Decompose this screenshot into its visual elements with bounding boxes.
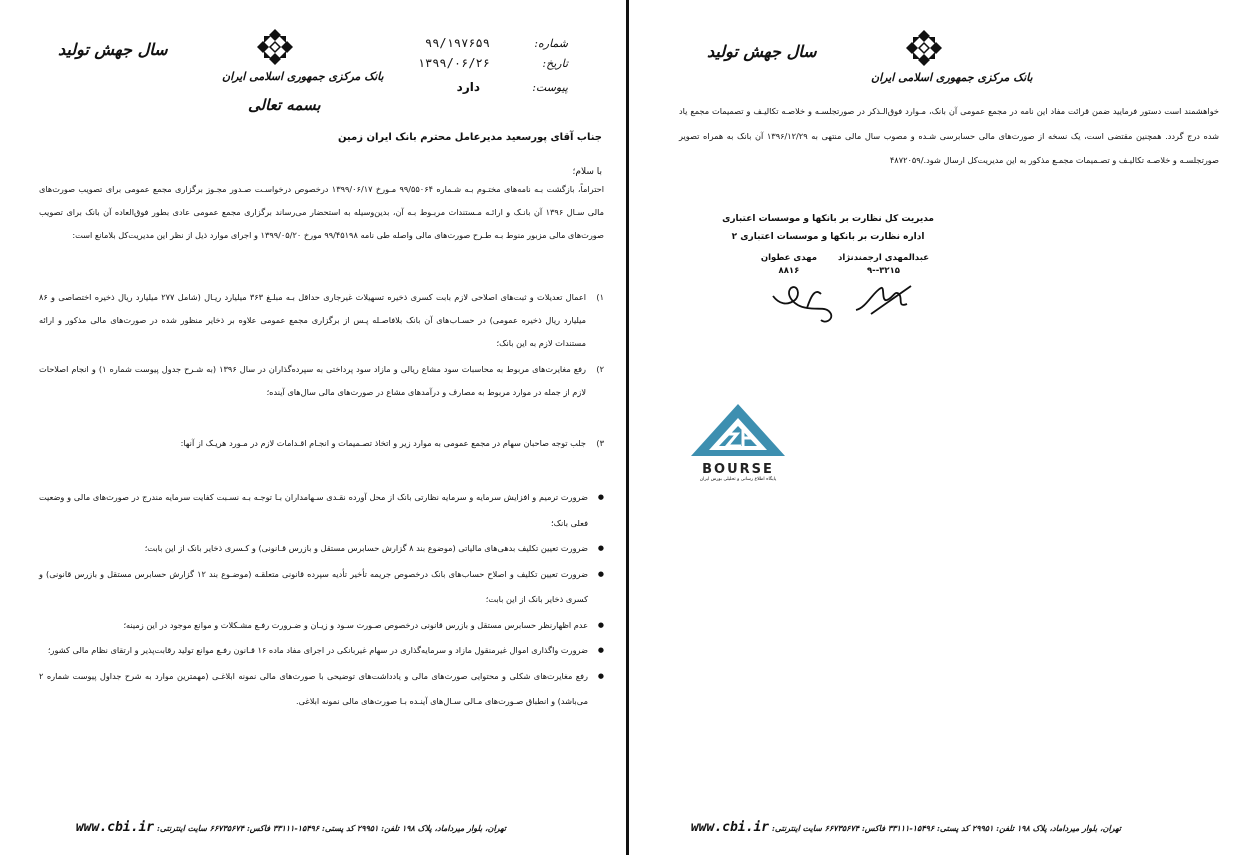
bullet-item: ● رفع مغایرت‌های شکلی و محتوایی صورت‌های مالی و یادداشت‌های توضیحی با صورت‌های مالی نمونه ابلاغـی (مهمترین موارد به شرح جداول پیوست شماره ۲ می‌باشد) و انطباق صـورت‌های مـالی سـال‌های آینـده بـا صورت‌های مالی نمونه ابلاغی.: [39, 664, 604, 715]
footer: [681, 820, 1121, 835]
bourse-tagline: پایگاه اطلاع رسانی و تحلیلی بورس ایران: [699, 477, 777, 482]
letter-page-2: [629, 0, 1249, 855]
bourse-emblem-icon: [685, 402, 791, 458]
signer-code: ۳۲۱۵--۹: [866, 266, 900, 276]
closing-paragraph: خواهشمند است دستور فرمایید ضمن قرائت مفاد این نامه در مجمع عمومی آن بانک، مـوارد فوق‌الـذکر در صورتجلسـه و خلاصـه تکالیـف و تصمیمات مجمع یاد شده درج گردد. همچنین مقتضی است، یک نسخه از صورت‌های مالی حسابرسی شـده و مصوب سال مالی منتهی به ۱۳۹۶/۱۲/۲۹ آن بانک به همراه تصویر صورتجلسـه و خلاصـه تکالیـف و تصـمیمات مجمـع مذکور به این مدیریت‌کل ارسال شود./۴۸۷۲۰۵۹: [679, 106, 1220, 165]
bullet-item: ● ضرورت تعیین تکلیف و اصلاح حساب‌های بانک درخصوص جریمه تأخیر تأدیه سپرده قانونی متعلقـه (موضـوع بند ۱۲ گزارش حسابرس مستقل و بازرس قانونی) و کسری ذخایر بانک از این بابت؛: [39, 562, 604, 613]
slogan: سال جهش تولید: [707, 42, 817, 61]
attachment-value: دارد: [456, 80, 480, 94]
bourse-wordmark: BOURSE: [702, 462, 774, 477]
signature-1-icon: [851, 280, 921, 320]
item-number: ۳): [596, 438, 604, 448]
list-item: [39, 358, 604, 404]
office-title: اداره نظارت بر بانکها و موسسات اعتباری ۲: [731, 232, 925, 242]
signer-code: ۸۸۱۶: [778, 266, 800, 276]
footer: [66, 820, 506, 835]
bullet-item: ● عدم اظهارنظر حسابرس مستقل و بازرس قانونی درخصوص صـورت سـود و زیـان و ضـرورت رفـع مشـکلات و موانع موجود در این زمینه؛: [39, 613, 604, 639]
meta-label: شماره:: [534, 37, 568, 50]
signer: [838, 252, 929, 278]
meta-label: تاریخ:: [542, 57, 568, 70]
slogan: سال جهش تولید: [58, 40, 168, 59]
signature-2-icon: [767, 276, 842, 328]
attachment-row: [457, 80, 568, 94]
footer-address: تهران، بلوار میرداماد، پلاک ۱۹۸ تلفن: ۲۹۹۵۱ کد پستی: ۱۵۴۹۶-۳۳۱۱۱ فاکس: ۶۶۷۳۵۶۷۴ سایت اینترنتی:: [771, 823, 1121, 833]
handwritten-heading: بسمه تعالی: [248, 96, 321, 114]
item-number: ۲): [596, 364, 604, 374]
list-item: [39, 432, 604, 455]
footer-website: www.cbi.ir: [75, 820, 155, 835]
letter-date-row: [418, 56, 568, 70]
bullet-item: ● ضرورت ترمیم و افزایش سرمایه و سرمایه نظارتی بانک از محل آورده نقـدی سـهامداران بـا توجـه بـه نسـبت کفایت سرمایه مندرج در صورت‌های مالی و وضعیت فعلی بانک؛: [39, 485, 604, 536]
item-text: رفع مغایرت‌های مربوط به محاسبات سود مشاع ریالی و مازاد سود پرداختی به سپرده‌گذاران در سال ۱۳۹۶ (به شـرح جدول پیوست شماره ۱) و انجام اصلاحات لازم از جمله در موارد مربوط به مصارف و درآمدهای مشاع در صورت‌های مالی سال‌های آینده؛: [39, 364, 587, 397]
bank-name: بانک مرکزی جمهوری اسلامی ایران: [222, 70, 384, 83]
department-title: مدیریت کل نظارت بر بانکها و موسسات اعتباری: [722, 214, 934, 224]
signer-name: عبدالمهدی ارجمندنژاد: [837, 253, 929, 263]
central-bank-logo-icon: [255, 27, 295, 67]
bullet-item: ● ضرورت تعیین تکلیف بدهی‌های مالیاتی (موضوع بند ۸ گزارش حسابرس مستقل و بازرس قـانونی) و کـسری ذخایر بانک از این بابت؛: [39, 536, 604, 562]
footer-address: تهران، بلوار میرداماد، پلاک ۱۹۸ تلفن: ۲۹۹۵۱ کد پستی: ۱۵۴۹۶-۳۳۱۱۱ فاکس: ۶۶۷۳۵۶۷۴ سایت اینترنتی:: [156, 823, 506, 833]
footer-website: www.cbi.ir: [690, 820, 770, 835]
meta-label: پیوست:: [532, 81, 568, 94]
letter-number: ۹۹/۱۹۷۶۵۹: [424, 36, 490, 50]
signer: [761, 252, 817, 278]
bullet-item: ● ضرورت واگذاری اموال غیرمنقول مازاد و سرمایه‌گذاری در سهام غیربانکی در اجرای مفاد ماده ۱۶ قـانون رفـع موانع تولید رقابت‌پذیر و ارتقای نظام مالی کشور؛: [39, 638, 604, 664]
item-text: اعمال تعدیلات و ثبت‌های اصلاحی لازم بابت کسری ذخیره تسهیلات غیرجاری حداقل بـه مبلـغ ۳۶۳ میلیارد ریـال (شامل ۲۷۷ میلیارد ریال ذخیره اختصاصی و ۸۶ میلیارد ریال ذخیره عمومی) در حسـاب‌های آن بانک بلافاصـله پـس از برگزاری مجمع عمومی علاوه بر ذخایر منظور شده در صورت‌های مالی مذکور و ارائه مستندات لازم به این بانک؛: [39, 292, 586, 348]
list-item: [39, 286, 604, 355]
central-bank-logo-icon: [904, 28, 944, 68]
bullet-list: [39, 485, 604, 715]
intro-paragraph: احتراماً، بازگشت بـه نامه‌های مختـوم بـه شـماره ۹۹/۵۵۰۶۴ مـورخ ۱۳۹۹/۰۶/۱۷ درخصوص درخواسـت صـدور مجـوز برگزاری مجمع عمومی برای تصویب صورت‌های مالی سـال ۱۳۹۶ آن بانـک و ارائـه مـستندات مربـوط بـه آن، بدین‌وسیله به استحضار می‌رساند برگزاری مجمع عمومی عادی بطور فوق‌العاده آن بانک برای تصویب صورت‌های مالی مزبور منوط بـه طـرح صورت‌های مالی واصله طی نامه ۹۹/۴۵۱۹۸ مورخ ۱۳۹۹/۰۵/۲۰ و اجرای موارد ذیل از نظر این مدیریت‌کل بلامانع است:: [39, 184, 605, 240]
item-text: جلب توجه صاحبان سهام در مجمع عمومی به موارد زیر و اتخاذ تصـمیمات و انجـام اقـدامات لازم در مـورد هریـک از آنها:: [180, 438, 586, 448]
letter-date: ۱۳۹۹/۰۶/۲۶: [417, 56, 490, 70]
signature-titles: [722, 210, 934, 246]
recipient: جناب آقای پورسعید مدیرعامل محترم بانک ایران زمین: [337, 132, 602, 143]
item-number: ۱): [596, 292, 604, 302]
greeting: با سلام؛: [572, 167, 602, 177]
bank-name: بانک مرکزی جمهوری اسلامی ایران: [871, 71, 1033, 84]
signer-name: مهدی عطوان: [760, 253, 817, 263]
letter-number-row: [425, 36, 568, 50]
bourse-logo: [685, 402, 791, 482]
